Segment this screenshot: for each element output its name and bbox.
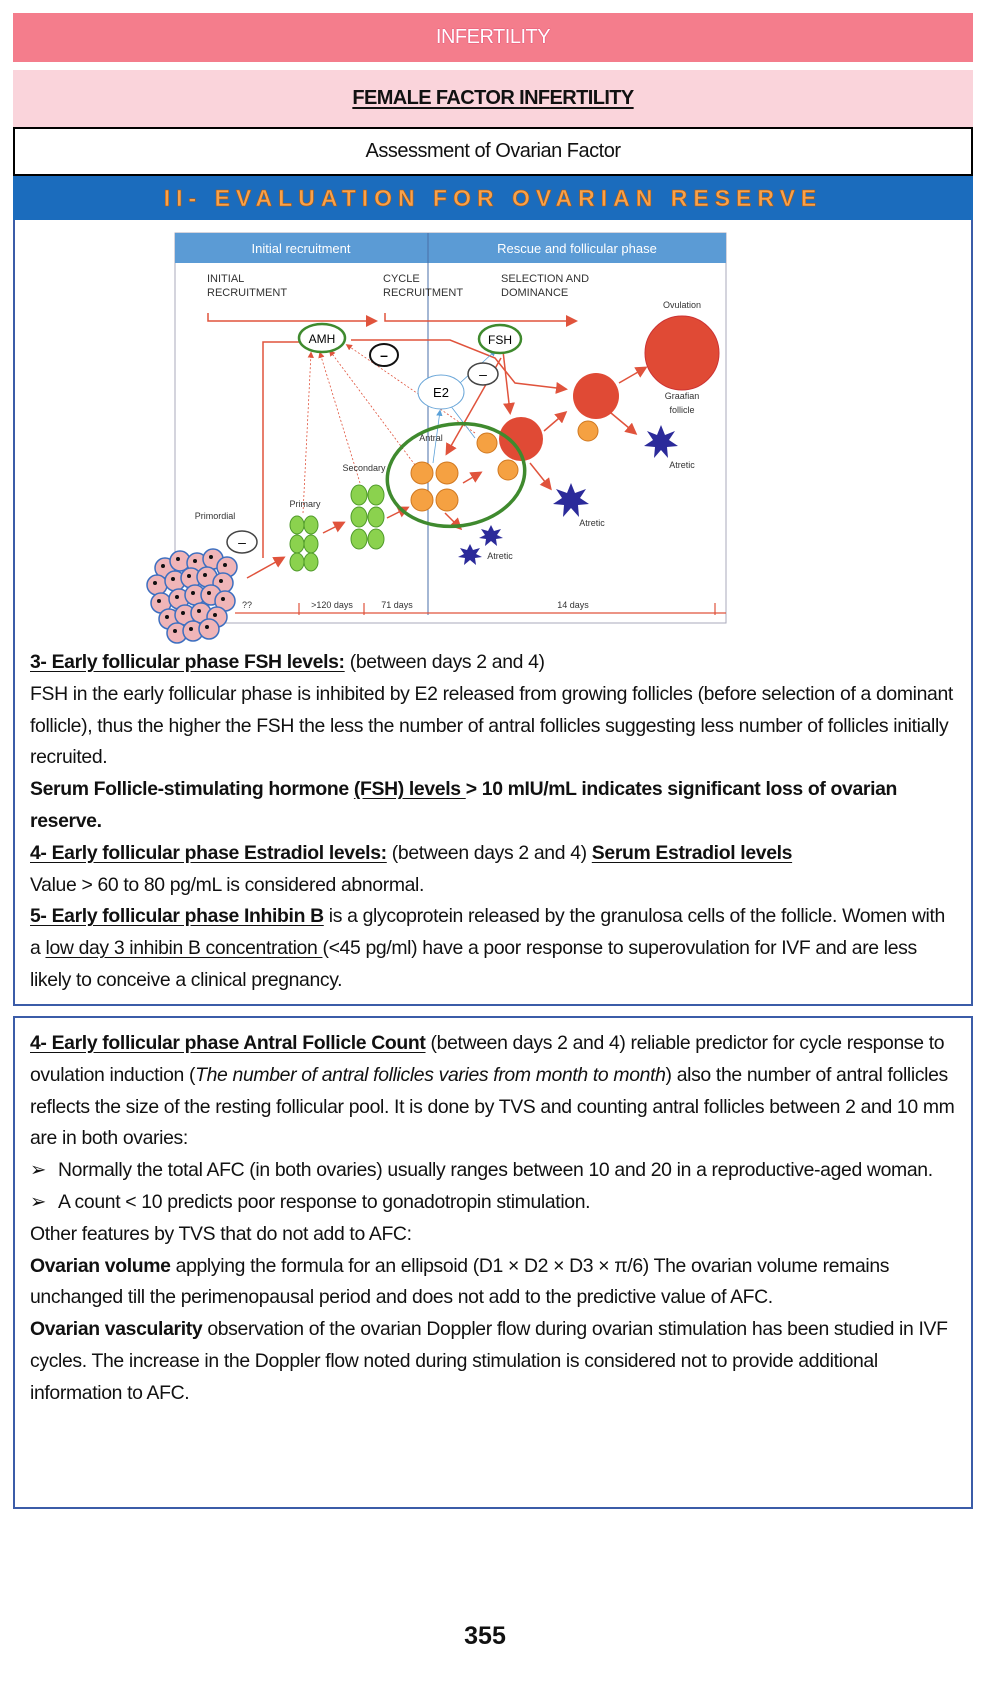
primordial-follicle bbox=[199, 619, 219, 639]
section-text: FEMALE FACTOR INFERTILITY bbox=[352, 87, 634, 109]
secondary-label: Secondary bbox=[342, 463, 386, 473]
afc-heading: 4- Early follicular phase Antral Follicle Count bbox=[30, 1032, 426, 1054]
timeline-label: >120 days bbox=[311, 600, 353, 610]
oocyte-nucleus bbox=[187, 574, 191, 578]
bullet-text: Normally the total AFC (in both ovaries) usually ranges between 10 and 20 in a reproductive-aged woman. bbox=[58, 1159, 933, 1182]
inhibition-minus-icon bbox=[227, 531, 257, 553]
text: Serum Estradiol levels bbox=[591, 841, 793, 864]
stage2-label: CYCLE bbox=[383, 273, 420, 285]
primary-label: Primary bbox=[289, 499, 321, 509]
banner-title bbox=[13, 13, 973, 62]
dominant-follicle bbox=[573, 373, 619, 419]
oocyte-nucleus bbox=[175, 595, 179, 599]
oocyte-nucleus bbox=[223, 563, 227, 567]
oocyte-nucleus bbox=[221, 597, 225, 601]
oocyte-nucleus bbox=[209, 555, 213, 559]
oocyte-nucleus bbox=[153, 581, 157, 585]
text: low day 3 inhibin B concentration bbox=[45, 937, 323, 960]
text: > 10 mIU/mL indicates significant loss of ovarian reserve. bbox=[30, 778, 898, 832]
oocyte-nucleus bbox=[181, 611, 185, 615]
atretic-label: Atretic bbox=[669, 460, 695, 470]
inhibition-minus-icon bbox=[370, 344, 398, 366]
oocyte-nucleus bbox=[165, 615, 169, 619]
text: ) also the number of antral follicles reflects the size of the resting follicular pool. It is done by TVS and counting antral follicles between 2 and 10 mm are in both ovaries: bbox=[30, 1063, 955, 1150]
text: (between days 2 and 4) bbox=[386, 841, 592, 864]
oocyte-nucleus bbox=[207, 591, 211, 595]
timeline-label: 14 days bbox=[557, 600, 589, 610]
antral-follicle bbox=[477, 433, 497, 453]
antral-follicle bbox=[436, 462, 458, 484]
bullet-text: A count < 10 predicts poor response to gonadotropin stimulation. bbox=[58, 1190, 591, 1213]
primordial-label: Primordial bbox=[194, 511, 236, 521]
text: Ovarian vascularity bbox=[30, 1318, 203, 1341]
antral-follicle bbox=[578, 421, 598, 441]
content-box-afc bbox=[13, 1016, 973, 1509]
inhibin-paragraph bbox=[30, 901, 960, 996]
atretic-label: Atretic bbox=[487, 551, 513, 561]
estradiol-paragraph bbox=[30, 838, 960, 870]
ovulation-follicle bbox=[645, 316, 719, 390]
subsection-title bbox=[13, 127, 973, 176]
text: (between days 2 and 4) reliable predictor for cycle response to ovulation induction ( bbox=[30, 1032, 945, 1086]
timeline-label: 71 days bbox=[381, 600, 413, 610]
fsh-days: (between days 2 and 4) bbox=[344, 651, 545, 673]
e2-label: E2 bbox=[433, 385, 449, 400]
oocyte-nucleus bbox=[213, 613, 217, 617]
header-left-label: Initial recruitment bbox=[251, 241, 351, 256]
estradiol-value: Value > 60 to 80 pg/mL is considered abnormal. bbox=[30, 873, 425, 896]
banner-text: INFERTILITY bbox=[435, 26, 551, 48]
estradiol-heading: 4- Early follicular phase Estradiol levels: bbox=[30, 841, 387, 864]
oocyte-nucleus bbox=[157, 599, 161, 603]
header-right-label: Rescue and follicular phase bbox=[497, 241, 657, 256]
bullet-item bbox=[30, 1155, 960, 1187]
afc-paragraph bbox=[30, 1028, 960, 1155]
graafian-label: Graafian bbox=[664, 391, 700, 401]
stage3-label: SELECTION AND bbox=[501, 273, 590, 285]
inhibition-minus-icon bbox=[468, 363, 498, 385]
fsh-label: FSH bbox=[488, 333, 512, 347]
text: The number of antral follicles varies from month to month bbox=[195, 1063, 666, 1086]
atretic-label: Atretic bbox=[579, 518, 605, 528]
oocyte-nucleus bbox=[203, 573, 207, 577]
oocyte-nucleus bbox=[191, 591, 195, 595]
arrow-bullet-icon: ➢ bbox=[30, 1190, 46, 1213]
afc-text bbox=[30, 1028, 960, 1410]
inhibin-heading: 5- Early follicular phase Inhibin B bbox=[30, 905, 324, 928]
oocyte-nucleus bbox=[176, 557, 180, 561]
oocyte-nucleus bbox=[171, 577, 175, 581]
stage3-label: DOMINANCE bbox=[501, 287, 569, 299]
minus-sign: – bbox=[479, 366, 487, 382]
hormone-text bbox=[30, 647, 960, 997]
follicle-development-diagram bbox=[175, 233, 728, 625]
stage2-label: RECRUITMENT bbox=[383, 287, 464, 299]
text: (<45 pg/ml) have a poor response to superovulation for IVF and are less likely to conceive a clinical pregnancy. bbox=[30, 937, 917, 991]
section-title bbox=[13, 70, 973, 127]
fsh-paragraph bbox=[30, 647, 960, 679]
arrow-bullet-icon: ➢ bbox=[30, 1159, 46, 1182]
page-number: 355 bbox=[464, 1622, 506, 1650]
minus-sign: – bbox=[380, 347, 388, 363]
graafian-label: follicle bbox=[669, 405, 695, 415]
oocyte-nucleus bbox=[189, 627, 193, 631]
oocyte-nucleus bbox=[193, 559, 197, 563]
fsh-explanation: FSH in the early follicular phase is inhibited by E2 released from growing follicles (before selection of a dominant follicle), thus the higher the FSH the less the number of antral follicles suggesting less number of follicles initially recruited. bbox=[30, 682, 953, 769]
text: observation of the ovarian Doppler flow during ovarian stimulation has been studied in IVF cycles. The increase in the Doppler flow noted during stimulation is considered not to provide additional information to AFC. bbox=[30, 1318, 948, 1404]
oocyte-nucleus bbox=[205, 625, 209, 629]
primordial-follicle-cluster bbox=[147, 549, 237, 643]
ovarian-vascularity bbox=[30, 1314, 960, 1409]
bullet-item bbox=[30, 1187, 960, 1219]
ovarian-volume bbox=[30, 1251, 960, 1315]
chapter-title bbox=[13, 176, 973, 220]
timeline-label: ?? bbox=[241, 600, 253, 610]
antral-follicle bbox=[436, 489, 458, 511]
other-features: Other features by TVS that do not add to AFC: bbox=[30, 1222, 412, 1245]
primordial-follicle bbox=[147, 575, 167, 595]
oocyte-nucleus bbox=[219, 579, 223, 583]
text: (FSH) levels bbox=[353, 778, 466, 801]
antral-follicle bbox=[411, 462, 433, 484]
subsection-text: Assessment of Ovarian Factor bbox=[365, 140, 621, 162]
stage1-label: INITIAL bbox=[207, 273, 245, 285]
oocyte-nucleus bbox=[197, 609, 201, 613]
minus-sign: – bbox=[238, 534, 246, 550]
fsh-heading: 3- Early follicular phase FSH levels: bbox=[30, 651, 345, 673]
ovulation-label: Ovulation bbox=[662, 300, 702, 310]
chapter-text: II- EVALUATION FOR OVARIAN RESERVE bbox=[163, 184, 823, 211]
oocyte-nucleus bbox=[161, 564, 165, 568]
fsh-threshold bbox=[30, 774, 960, 838]
antral-label: Antral bbox=[419, 433, 443, 443]
text: applying the formula for an ellipsoid (D1 × D2 × D3 × π/6) The ovarian volume remains unchanged till the perimenopausal period and does not add to the predictive value of AFC. bbox=[30, 1254, 890, 1309]
text: Ovarian volume bbox=[30, 1254, 171, 1277]
amh-label: AMH bbox=[308, 332, 336, 346]
stage1-label: RECRUITMENT bbox=[207, 287, 288, 299]
text: is a glycoprotein released by the granulosa cells of the follicle. Women with a bbox=[30, 905, 945, 960]
text: Serum Follicle-stimulating hormone bbox=[30, 778, 354, 801]
antral-follicle bbox=[411, 489, 433, 511]
oocyte-nucleus bbox=[173, 629, 177, 633]
primary-follicles bbox=[290, 516, 318, 571]
antral-follicle bbox=[498, 460, 518, 480]
content-box-hormones bbox=[13, 220, 973, 1006]
